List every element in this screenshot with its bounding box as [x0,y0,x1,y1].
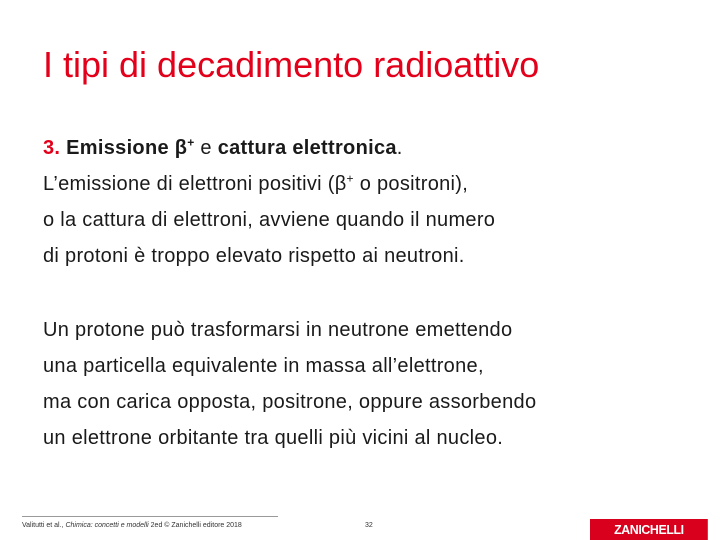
paragraph2-line1: Un protone può trasformarsi in neutrone emettendo [43,319,513,341]
slide-title: I tipi di decadimento radioattivo [43,44,540,85]
paragraph-spacer [43,274,683,312]
paragraph1-line2: o la cattura di elettroni, avviene quando il numero [43,209,496,231]
heading-main-text: Emissione β [66,137,188,159]
section-heading [43,130,683,166]
credit-book-title: Chimica: concetti e modelli [65,522,149,529]
paragraph1-line1-b: o positroni), [353,173,469,195]
credit-suffix: 2ed © Zanichelli editore 2018 [148,522,242,529]
paragraph1-superscript: + [346,171,354,186]
footer-divider [22,516,278,517]
publisher-logo: ZANICHELLI [590,519,708,540]
paragraph2-line4: un elettrone orbitante tra quelli più vicini al nucleo. [43,427,504,449]
slide-body [43,130,683,456]
heading-period: . [396,137,403,159]
heading-superscript: + [187,135,195,150]
section-number: 3. [43,137,61,159]
paragraph1-line1-a: L’emissione di elettroni positivi (β [43,173,347,195]
heading-rest-text: cattura elettronica [217,137,397,159]
credit-prefix: Valitutti et al., [22,522,66,529]
page-number: 32 [365,522,373,529]
paragraph2-line3: ma con carica opposta, positrone, oppure assorbendo [43,391,537,413]
footer-credit [22,522,242,529]
paragraph1-line3: di protoni è troppo elevato rispetto ai neutroni. [43,245,465,267]
heading-connector: e [194,137,218,159]
paragraph2-line2: una particella equivalente in massa all’elettrone, [43,355,484,377]
paragraph1-line1 [43,166,683,202]
